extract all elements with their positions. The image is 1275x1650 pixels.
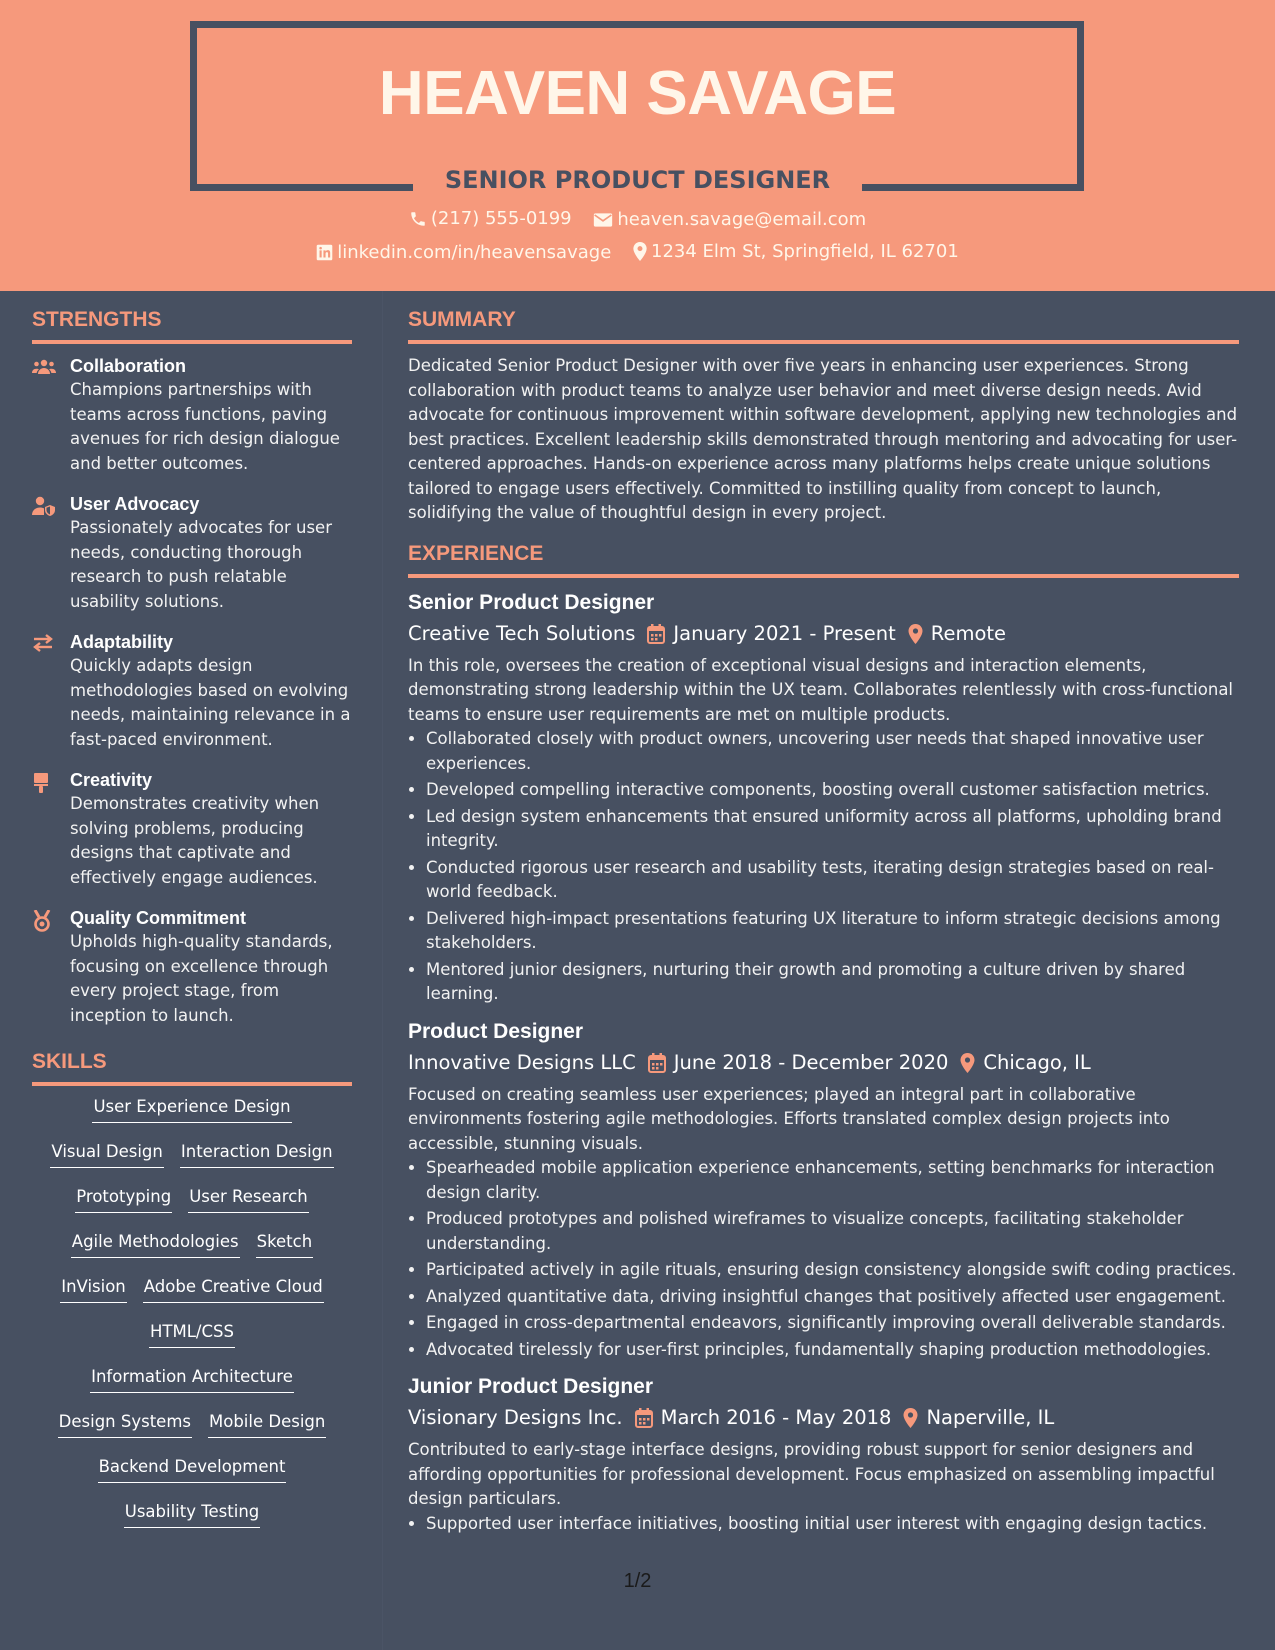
job-location: Remote <box>930 621 1007 645</box>
contact-row-1 <box>0 208 1275 233</box>
linkedin-text: linkedin.com/in/heavensavage <box>337 242 612 263</box>
job-location: Chicago, IL <box>983 1050 1091 1074</box>
strength-desc: Demonstrates creativity when solving problems, producing designs that captivate and effectively engage audiences. <box>70 794 320 887</box>
skill-tag: InVision <box>60 1276 127 1303</box>
skill-tag: HTML/CSS <box>149 1321 235 1348</box>
skill-tag: Information Architecture <box>90 1366 294 1393</box>
skill-tag: Adobe Creative Cloud <box>143 1276 324 1303</box>
email-text: heaven.savage@email.com <box>617 209 867 230</box>
strength-desc: Passionately advocates for user needs, conducting thorough research to push relatable usability solutions. <box>70 518 332 611</box>
list-item: • Produced prototypes and polished wireframes to visualize concepts, facilitating stakeholder understanding. <box>426 1207 1239 1256</box>
phone-text: (217) 555-0199 <box>430 208 572 229</box>
phone-icon <box>409 210 427 228</box>
job-dates: March 2016 - May 2018 <box>660 1406 892 1429</box>
user-shield-icon <box>32 496 56 516</box>
list-item: • Engaged in cross-departmental endeavors, significantly improving overall deliverable standards. <box>426 1311 1239 1336</box>
skill-tag: Backend Development <box>98 1456 287 1483</box>
users-icon <box>32 358 56 376</box>
calendar-icon <box>635 1408 653 1428</box>
list-item: • Participated actively in agile rituals, ensuring design consistency alongside swift coding practices. <box>426 1258 1239 1283</box>
exchange-icon <box>32 634 54 652</box>
column-divider <box>382 291 383 1650</box>
job-description: Focused on creating seamless user experiences; played an integral part in collaborative environments fostering agile methodologies. Efforts translated complex design projects into accessible, stunning visuals. <box>408 1084 1170 1153</box>
strength-title: Creativity <box>70 770 153 790</box>
strength-item <box>32 768 352 890</box>
skill-tag: Prototyping <box>75 1186 172 1213</box>
job-title: Product Designer <box>408 1019 584 1043</box>
company-name: Innovative Designs LLC <box>408 1050 636 1074</box>
skill-tag: Visual Design <box>50 1141 163 1168</box>
linkedin-contact[interactable] <box>316 242 611 263</box>
job-bullets <box>408 727 1239 1007</box>
job-entry <box>408 588 1239 1007</box>
skill-tag: Design Systems <box>58 1411 192 1438</box>
job-meta <box>408 1402 1239 1434</box>
skill-tag: User Research <box>188 1186 309 1213</box>
map-pin-icon <box>908 624 923 644</box>
medal-icon <box>32 910 52 932</box>
skill-tag: Usability Testing <box>124 1501 261 1528</box>
strength-title: User Advocacy <box>70 494 200 514</box>
strength-desc: Upholds high-quality standards, focusing on excellence through every project stage, from inception to launch. <box>70 932 333 1025</box>
job-bullets <box>408 1156 1239 1362</box>
strength-item <box>32 492 352 614</box>
skill-tag: Sketch <box>256 1231 314 1258</box>
list-item: • Collaborated closely with product owners, uncovering user needs that shaped innovative user experiences. <box>426 727 1239 776</box>
header-band <box>0 0 1275 291</box>
calendar-icon <box>648 1053 666 1073</box>
strength-title: Adaptability <box>70 632 174 652</box>
map-pin-icon <box>960 1053 975 1073</box>
skill-tag: User Experience Design <box>92 1096 291 1123</box>
strength-item <box>32 630 352 752</box>
paint-brush-icon <box>32 772 50 794</box>
strengths-heading: STRENGTHS <box>32 306 352 344</box>
calendar-icon <box>647 624 665 644</box>
list-item: • Analyzed quantitative data, driving insightful changes that positively affected user engagement. <box>426 1285 1239 1310</box>
job-entry <box>408 1372 1239 1536</box>
job-description: In this role, oversees the creation of exceptional visual designs and interaction elements, demonstrating strong leadership within the UX team. Collaborates relentlessly with cross-functional teams to ensure user requirements are met on multiple products. <box>408 655 1234 724</box>
map-pin-icon <box>903 1408 918 1428</box>
skill-tag: Agile Methodologies <box>71 1231 240 1258</box>
summary-heading: SUMMARY <box>408 306 1239 344</box>
list-item: • Led design system enhancements that ensured uniformity across all platforms, upholding brand integrity. <box>426 805 1239 854</box>
list-item: • Mentored junior designers, nurturing their growth and promoting a culture driven by shared learning. <box>426 958 1239 1007</box>
address-contact <box>633 241 959 262</box>
map-pin-icon <box>633 242 647 261</box>
strength-title: Quality Commitment <box>70 908 247 928</box>
skill-tag: Interaction Design <box>180 1141 334 1168</box>
list-item: • Conducted rigorous user research and usability tests, iterating design strategies based on real-world feedback. <box>426 856 1239 905</box>
address-text: 1234 Elm St, Springfield, IL 62701 <box>651 241 959 262</box>
job-dates: January 2021 - Present <box>673 621 896 645</box>
summary-text: Dedicated Senior Product Designer with over five years in enhancing user experiences. Strong collaboration with product teams to analyze user behavior and meet diverse design needs. Avid advocate for continuous improvement within software development, applying new technologies and best practices. Excellent leadership skills demonstrated through mentoring and advocating for user-centered approaches. Hands-on experience across many platforms helps create unique solutions tailored to engage users effectively. Committed to instilling quality from concept to launch, solidifying the value of thoughtful design in every project. <box>408 356 1238 522</box>
list-item: • Supported user interface initiatives, boosting initial user interest with engaging design tactics. <box>426 1512 1239 1537</box>
job-meta <box>408 618 1239 650</box>
job-meta <box>408 1047 1239 1079</box>
strength-desc: Quickly adapts design methodologies based on evolving needs, maintaining relevance in a fast-paced environment. <box>70 656 351 749</box>
strength-title: Collaboration <box>70 356 186 376</box>
left-column <box>32 306 352 1546</box>
contact-row-2 <box>0 241 1275 266</box>
envelope-icon <box>593 212 613 228</box>
company-name: Creative Tech Solutions <box>408 621 636 645</box>
linkedin-icon <box>316 244 333 261</box>
skills-heading: SKILLS <box>32 1048 352 1086</box>
page-number: 1/2 <box>623 1570 652 1592</box>
strength-item <box>32 354 352 476</box>
job-role-title: SENIOR PRODUCT DESIGNER <box>444 166 831 194</box>
skills-list <box>32 1096 352 1546</box>
job-dates: June 2018 - December 2020 <box>673 1050 949 1074</box>
job-title: Senior Product Designer <box>408 590 655 614</box>
phone-contact <box>409 208 572 229</box>
candidate-name: HEAVEN SAVAGE <box>378 59 897 128</box>
strength-item <box>32 906 352 1028</box>
skill-tag: Mobile Design <box>208 1411 326 1438</box>
list-item: • Developed compelling interactive components, boosting overall customer satisfaction metrics. <box>426 778 1239 803</box>
job-description: Contributed to early-stage interface designs, providing robust support for senior designers and affording opportunities for professional development. Focus emphasized on assembling impactful design particulars. <box>408 1440 1215 1508</box>
job-bullets <box>408 1512 1239 1537</box>
list-item: • Spearheaded mobile application experience enhancements, setting benchmarks for interaction design clarity. <box>426 1156 1239 1205</box>
list-item: • Delivered high-impact presentations featuring UX literature to inform strategic decisions among stakeholders. <box>426 907 1239 956</box>
list-item: • Advocated tirelessly for user-first principles, fundamentally shaping production methodologies. <box>426 1338 1239 1363</box>
experience-heading: EXPERIENCE <box>408 540 1239 578</box>
job-title: Junior Product Designer <box>408 1375 654 1398</box>
right-column <box>408 306 1239 1546</box>
strength-desc: Champions partnerships with teams across functions, paving avenues for rich design dialogue and better outcomes. <box>70 380 340 473</box>
company-name: Visionary Designs Inc. <box>408 1406 623 1429</box>
email-contact[interactable] <box>593 209 866 230</box>
job-location: Naperville, IL <box>926 1406 1055 1429</box>
job-entry <box>408 1017 1239 1363</box>
